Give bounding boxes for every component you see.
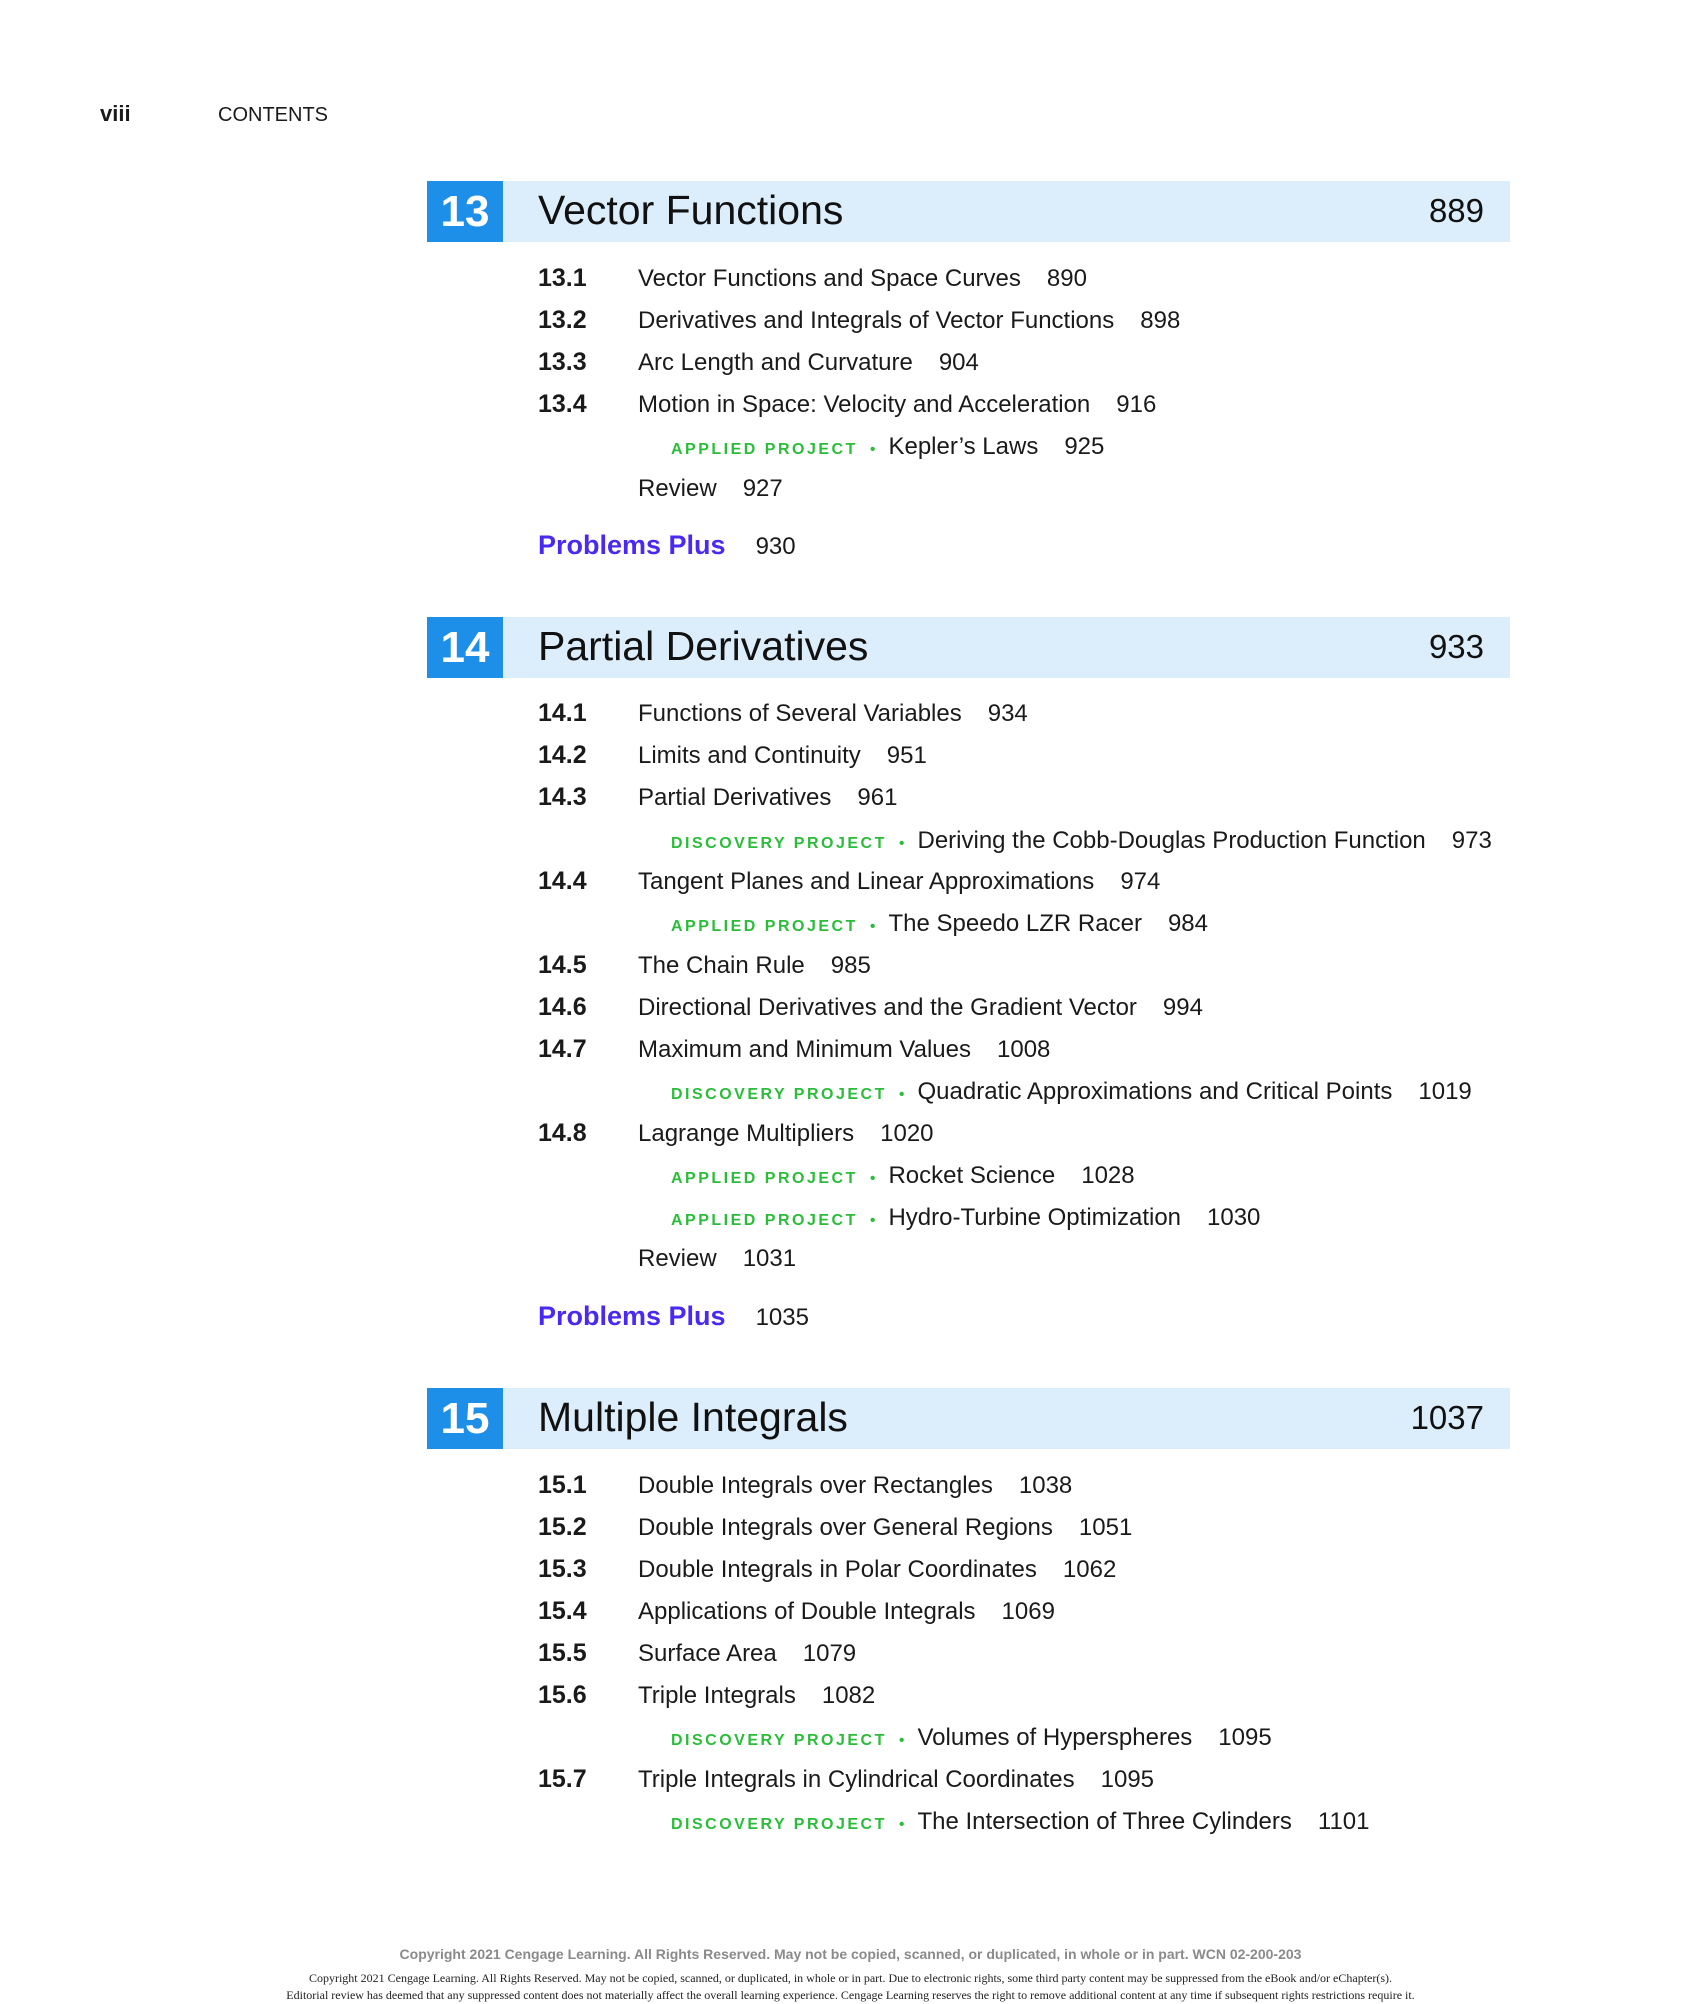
- project-title: Quadratic Approximations and Critical Points: [917, 1078, 1393, 1105]
- section-number: 15.6: [538, 1681, 587, 1709]
- section-page: 1079: [802, 1640, 857, 1667]
- bullet-icon: •: [898, 835, 905, 852]
- project-title: Volumes of Hyperspheres: [917, 1724, 1193, 1751]
- project-title: Kepler’s Laws: [888, 433, 1039, 460]
- section-title: Functions of Several Variables: [638, 700, 962, 727]
- toc-review[interactable]: [638, 475, 783, 503]
- section-page: 974: [1120, 868, 1161, 895]
- toc-project[interactable]: [671, 1808, 1370, 1838]
- copyright-notice-line: Copyright 2021 Cengage Learning. All Rights Reserved. May not be copied, scanned, or duplicated, in whole or in part. Due to electronic rights, some third party content may be suppressed from the eBook and/or eChapter(s).: [308, 1971, 1393, 1985]
- project-title: Deriving the Cobb-Douglas Production Function: [917, 827, 1426, 854]
- section-title: Triple Integrals in Cylindrical Coordinates: [638, 1766, 1075, 1793]
- section-page: 994: [1162, 994, 1203, 1021]
- chapter-page: 1037: [1410, 1399, 1484, 1436]
- section-number: 15.1: [538, 1471, 587, 1499]
- toc-problems-plus[interactable]: [538, 530, 796, 561]
- section-title: Arc Length and Curvature: [638, 349, 913, 376]
- problems-plus-page: 930: [755, 533, 796, 560]
- chapter-page: 933: [1428, 628, 1484, 665]
- section-number: 14.1: [538, 699, 587, 727]
- section-number: 13.3: [538, 348, 587, 376]
- section-number: 15.5: [538, 1639, 587, 1667]
- section-page: 1069: [1001, 1598, 1055, 1625]
- section-title: Partial Derivatives: [638, 784, 832, 811]
- section-number: 14.7: [538, 1035, 587, 1063]
- project-page: 1030: [1207, 1204, 1261, 1231]
- section-number: 13.2: [538, 306, 587, 334]
- section-page: 1008: [997, 1036, 1051, 1063]
- section-title: Directional Derivatives and the Gradient Vector: [638, 994, 1137, 1021]
- project-type: DISCOVERY PROJECT: [671, 1732, 887, 1749]
- section-number: 13.4: [538, 390, 587, 418]
- section-page: 934: [987, 700, 1028, 727]
- section-title: Limits and Continuity: [638, 742, 861, 769]
- section-title: Surface Area: [638, 1640, 777, 1667]
- section-number: 15.2: [538, 1513, 587, 1541]
- copyright-notice-line: Editorial review has deemed that any suppressed content does not materially affect the overall learning experience. Cengage Learning reserves the right to remove additional content at any time if subsequent rights restrictions require it.: [286, 1988, 1415, 2002]
- project-type: DISCOVERY PROJECT: [671, 835, 887, 852]
- section-title: Maximum and Minimum Values: [638, 1036, 971, 1063]
- project-page: 973: [1451, 827, 1492, 854]
- chapter-title: Partial Derivatives: [538, 623, 869, 669]
- problems-plus-label: Problems Plus: [538, 1301, 726, 1331]
- section-number: 14.8: [538, 1119, 587, 1147]
- section-number: 14.2: [538, 741, 587, 769]
- chapter-header: [427, 617, 1510, 678]
- section-page: 916: [1116, 391, 1157, 418]
- toc-project[interactable]: [671, 1204, 1260, 1234]
- project-page: 1019: [1418, 1078, 1472, 1105]
- section-page: 1095: [1100, 1766, 1155, 1793]
- chapter-page: 889: [1428, 192, 1484, 229]
- section-page: 904: [938, 349, 979, 376]
- section-number: 14.4: [538, 867, 587, 895]
- section-number: 13.1: [538, 264, 587, 292]
- project-type: APPLIED PROJECT: [671, 1212, 858, 1229]
- section-number: 15.7: [538, 1765, 587, 1793]
- section-title: Double Integrals in Polar Coordinates: [638, 1556, 1037, 1583]
- chapter-header: [427, 1388, 1510, 1449]
- bullet-icon: •: [869, 1212, 876, 1229]
- project-page: 1095: [1218, 1724, 1272, 1751]
- project-type: APPLIED PROJECT: [671, 441, 858, 458]
- section-title: Double Integrals over General Regions: [638, 1514, 1053, 1541]
- section-number: 14.5: [538, 951, 587, 979]
- problems-plus-label: Problems Plus: [538, 530, 726, 560]
- bullet-icon: •: [898, 1732, 905, 1749]
- project-type: DISCOVERY PROJECT: [671, 1086, 887, 1103]
- project-type: APPLIED PROJECT: [671, 918, 858, 935]
- section-number: 14.3: [538, 783, 587, 811]
- section-page: 1020: [880, 1120, 934, 1147]
- section-title: Applications of Double Integrals: [638, 1598, 976, 1625]
- toc-project[interactable]: [671, 1078, 1472, 1108]
- running-head: CONTENTS: [218, 104, 328, 126]
- project-page: 984: [1167, 910, 1208, 937]
- chapter-title: Multiple Integrals: [538, 1394, 848, 1440]
- bullet-icon: •: [869, 441, 876, 458]
- bullet-icon: •: [898, 1816, 905, 1833]
- toc-project[interactable]: [671, 1724, 1272, 1754]
- chapter-number-badge: 13: [427, 181, 503, 242]
- review-page: 1031: [742, 1245, 797, 1272]
- page-number: viii: [100, 101, 131, 126]
- chapter-header: [427, 181, 1510, 242]
- toc-project[interactable]: [671, 827, 1492, 857]
- chapter-title: Vector Functions: [538, 187, 844, 233]
- section-number: 15.3: [538, 1555, 587, 1583]
- section-page: 1051: [1078, 1514, 1133, 1541]
- section-title: Triple Integrals: [638, 1682, 796, 1709]
- review-label: Review: [638, 475, 717, 502]
- section-title: Tangent Planes and Linear Approximations: [638, 868, 1095, 895]
- section-page: 890: [1046, 265, 1087, 292]
- section-title: The Chain Rule: [638, 952, 805, 979]
- bullet-icon: •: [869, 918, 876, 935]
- section-title: Vector Functions and Space Curves: [638, 265, 1021, 292]
- section-title: Lagrange Multipliers: [638, 1120, 855, 1147]
- section-title: Derivatives and Integrals of Vector Functions: [638, 307, 1115, 334]
- section-page: 961: [857, 784, 898, 811]
- section-number: 14.6: [538, 993, 587, 1021]
- toc-project[interactable]: [671, 433, 1104, 463]
- section-number: 15.4: [538, 1597, 587, 1625]
- section-page: 985: [830, 952, 871, 979]
- chapter-number-badge: 14: [427, 617, 503, 678]
- chapter-number-badge: 15: [427, 1388, 503, 1449]
- toc-review[interactable]: [638, 1245, 796, 1273]
- section-page: 1038: [1018, 1472, 1073, 1499]
- project-page: 1028: [1081, 1162, 1135, 1189]
- project-page: 925: [1064, 433, 1105, 460]
- review-page: 927: [742, 475, 783, 502]
- project-title: Hydro-Turbine Optimization: [888, 1204, 1182, 1231]
- bullet-icon: •: [898, 1086, 905, 1103]
- copyright-line: Copyright 2021 Cengage Learning. All Rights Reserved. May not be copied, scanned, or duplicated, in whole or in part. WCN 02-200-203: [399, 1946, 1302, 1962]
- review-label: Review: [638, 1245, 717, 1272]
- problems-plus-page: 1035: [755, 1304, 809, 1331]
- section-title: Double Integrals over Rectangles: [638, 1472, 993, 1499]
- bullet-icon: •: [869, 1170, 876, 1187]
- section-page: 1082: [821, 1682, 876, 1709]
- toc-problems-plus[interactable]: [538, 1301, 809, 1332]
- project-page: 1101: [1317, 1808, 1370, 1835]
- toc-project[interactable]: [671, 910, 1208, 940]
- project-title: Rocket Science: [888, 1162, 1056, 1189]
- project-title: The Speedo LZR Racer: [888, 910, 1142, 937]
- section-page: 898: [1140, 307, 1181, 334]
- section-page: 951: [886, 742, 927, 769]
- copyright-notice: [0, 1970, 1701, 2004]
- project-type: APPLIED PROJECT: [671, 1170, 858, 1187]
- section-title: Motion in Space: Velocity and Acceleration: [638, 391, 1091, 418]
- project-type: DISCOVERY PROJECT: [671, 1816, 887, 1833]
- section-page: 1062: [1062, 1556, 1117, 1583]
- toc-project[interactable]: [671, 1162, 1135, 1192]
- project-title: The Intersection of Three Cylinders: [917, 1808, 1292, 1835]
